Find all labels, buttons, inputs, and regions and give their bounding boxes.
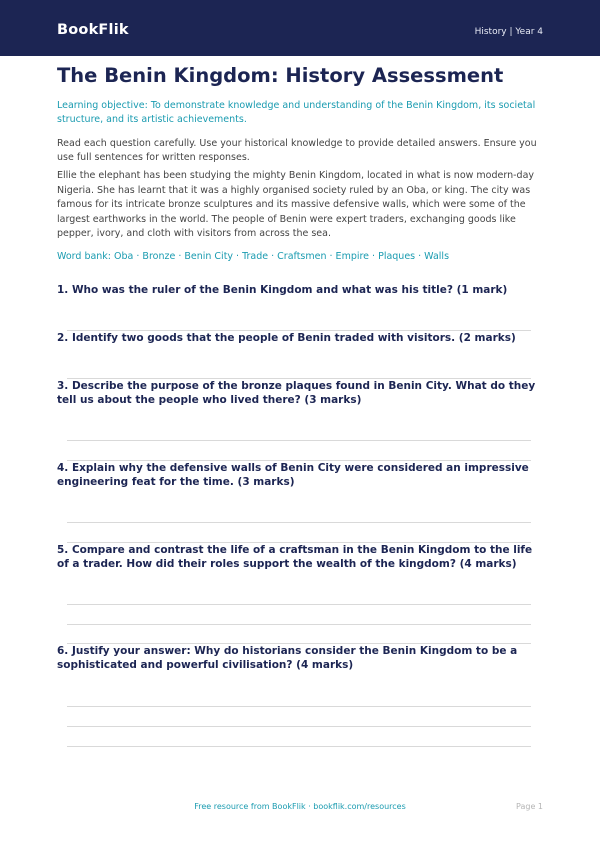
question-5: 5. Compare and contrast the life of a craftsman in the Benin Kingdom to the life of a trader. How did their roles support the wealth of the kingdom? (4 marks): [57, 544, 533, 570]
answer-line[interactable]: [67, 726, 531, 727]
answer-line[interactable]: [67, 746, 531, 747]
answer-line[interactable]: [67, 706, 531, 707]
instructions: Read each question carefully. Use your historical knowledge to provide detailed answers. Ensure you use full sentences for written responses.: [57, 138, 537, 163]
answer-line[interactable]: [67, 440, 531, 441]
question-3: 3. Describe the purpose of the bronze plaques found in Benin City. What do they tell us about the people who lived there? (3 marks): [57, 380, 536, 406]
question-4: 4. Explain why the defensive walls of Benin City were considered an impressive engineering feat for the time. (3 marks): [57, 462, 529, 488]
question-2: 2. Identify two goods that the people of Benin traded with visitors. (2 marks): [57, 332, 516, 344]
page-header: [0, 0, 600, 56]
answer-line[interactable]: [67, 604, 531, 605]
page-number: Page 1: [516, 802, 543, 811]
learning-objective: Learning objective: To demonstrate knowledge and understanding of the Benin Kingdom, its societal structure, and its artistic achievements.: [57, 100, 536, 125]
answer-line[interactable]: [67, 624, 531, 625]
page-title: The Benin Kingdom: History Assessment: [57, 64, 504, 87]
word-bank: Word bank: Oba · Bronze · Benin City · Trade · Craftsmen · Empire · Plaques · Walls: [57, 251, 450, 262]
reading-passage: Ellie the elephant has been studying the mighty Benin Kingdom, located in what is now modern-day Nigeria. She has learnt that it was a highly organised society ruled by an Oba, or king. The city was famous for its intricate bronze sculptures and its massive defensive walls, which were some of the largest earthworks in the world. The people of Benin were expert traders, exchanging goods like pepper, ivory, and cloth with visitors from across the sea.: [57, 170, 535, 240]
brand-logo: BookFlik: [57, 22, 129, 38]
answer-line[interactable]: [67, 522, 531, 523]
footer-link[interactable]: Free resource from BookFlik · bookflik.com/resources: [194, 802, 406, 811]
question-6: 6. Justify your answer: Why do historians consider the Benin Kingdom to be a sophisticated and powerful civilisation? (4 marks): [57, 645, 518, 671]
subject-year-label: History | Year 4: [474, 27, 543, 37]
question-1: 1. Who was the ruler of the Benin Kingdom and what was his title? (1 mark): [57, 284, 508, 296]
